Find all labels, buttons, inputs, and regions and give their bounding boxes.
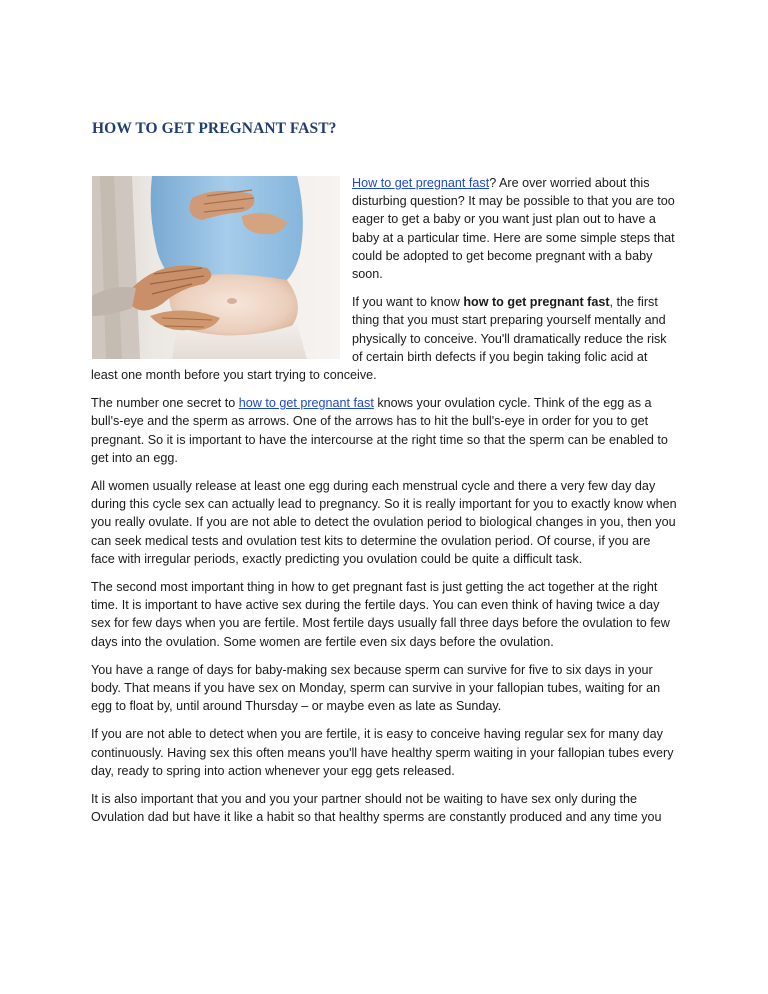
preparation-text: , the first thing that you must start preparing yourself mentally and physically to conceive. You'll dramatically reduce the risk of certain birth defects if you begin taking folic acid at least one month before you start trying to conceive. xyxy=(91,295,667,383)
paragraph-ovulation-secret xyxy=(91,394,677,467)
secret-lead: The number one secret to xyxy=(91,396,239,411)
pregnant-belly-illustration xyxy=(92,176,340,359)
paragraph-menstrual-cycle: All women usually release at least one egg during each menstrual cycle and there a very few day day during this cycle sex can actually lead to pregnancy. So it is really important for you to exactly know when you really ovulate. If you are not able to detect the ovulation period to biological changes in you, then you can seek medical tests and ovulation test kits to determine the ovulation period. Of course, if you are face with irregular periods, exactly predicting you ovulation could be quite a difficult task. xyxy=(91,479,677,566)
intro-text: ? Are over worried about this disturbing question? It may be possible to that you are too eager to get a baby or you want just plan out to have a baby at a particular time. Here are some simple steps that could be adopted to get become pregnant with a baby soon. xyxy=(352,176,675,282)
paragraph-habit: It is also important that you and you your partner should not be waiting to have sex only during the Ovulation dad but have it like a habit so that healthy sperms are constantly produced and any time you xyxy=(91,792,662,825)
bold-how-to-get-pregnant-fast: how to get pregnant fast xyxy=(463,295,610,310)
link-how-to-get-pregnant-fast-2[interactable]: how to get pregnant fast xyxy=(238,396,374,411)
link-how-to-get-pregnant-fast[interactable]: How to get pregnant fast xyxy=(352,176,490,190)
secret-text: knows your ovulation cycle. Think of the egg as a bull's-eye and the sperm as arrows. One of the arrows has to hit the bull's-eye in order for you to get pregnant. So it is important to have the intercourse at the right time so that the sperm can be enabled to get into an egg. xyxy=(91,396,668,465)
paragraph-regular-sex: If you are not able to detect when you are fertile, it is easy to conceive having regular sex for many day continuously. Having sex this often means you'll have healthy sperm waiting in your fallopian tubes every day, ready to spring into action whenever your egg gets released. xyxy=(91,727,674,778)
pregnant-belly-photo xyxy=(92,176,340,359)
paragraph-sperm-survival: You have a range of days for baby-making sex because sperm can survive for five to six days in your body. That means if you have sex on Monday, sperm can survive in your fallopian tubes, waiting for an egg to float by, until around Thursday – or maybe even as late as Sunday. xyxy=(91,662,661,714)
page-title: HOW TO GET PREGNANT FAST? xyxy=(92,120,337,137)
paragraph-fertile-days: The second most important thing in how to get pregnant fast is just getting the act together at the right time. It is important to have active sex during the fertile days. You can even think of having twice a day sex for few days when you are fertile. Most fertile days usually fall three days before the ovulation to few days into the ovulation. Some women are fertile even six days before the ovulation. xyxy=(91,580,670,649)
preparation-lead: If you want to know xyxy=(352,295,464,310)
article-body xyxy=(91,174,677,837)
